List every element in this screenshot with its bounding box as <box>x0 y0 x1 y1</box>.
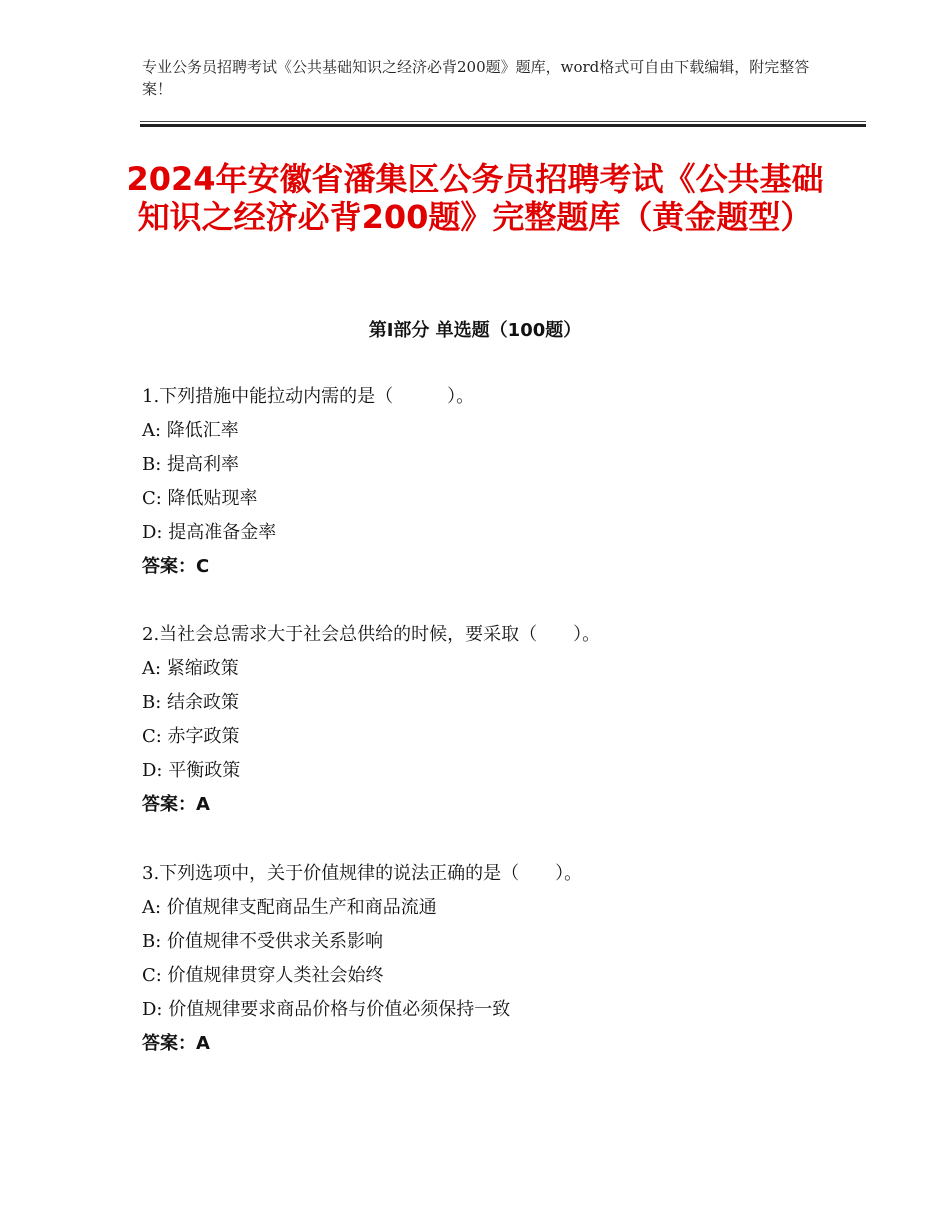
option-a: A: 降低汇率 <box>142 420 239 441</box>
option-d: D: 平衡政策 <box>142 760 241 781</box>
question-stem: 3.下列选项中，关于价值规律的说法正确的是（ ）。 <box>142 863 583 884</box>
option-b: B: 价值规律不受供求关系影响 <box>142 931 384 952</box>
header-rule-thin <box>140 121 866 122</box>
header-note: 专业公务员招聘考试《公共基础知识之经济必背200题》题库，word格式可自由下载编辑，附完整答案！ <box>142 58 810 98</box>
option-b: B: 提高利率 <box>142 454 240 475</box>
question-2 <box>142 618 842 822</box>
header-rule-thick <box>140 124 866 127</box>
option-c: C: 降低贴现率 <box>142 488 258 509</box>
option-d: D: 提高准备金率 <box>142 522 277 543</box>
option-d: D: 价值规律要求商品价格与价值必须保持一致 <box>142 999 511 1020</box>
question-3 <box>142 857 842 1061</box>
option-c: C: 价值规律贯穿人类社会始终 <box>142 965 384 986</box>
answer: 答案：A <box>142 794 210 815</box>
option-b: B: 结余政策 <box>142 692 240 713</box>
option-a: A: 紧缩政策 <box>142 658 239 679</box>
question-stem: 1.下列措施中能拉动内需的是（ ）。 <box>142 386 475 407</box>
option-c: C: 赤字政策 <box>142 726 240 747</box>
section-heading: 第Ⅰ部分 单选题（100题） <box>368 320 582 341</box>
document-title: 2024年安徽省潘集区公务员招聘考试《公共基础知识之经济必背200题》完整题库（黄金题型） <box>126 160 824 236</box>
question-stem: 2.当社会总需求大于社会总供给的时候，要采取（ ）。 <box>142 624 601 645</box>
option-a: A: 价值规律支配商品生产和商品流通 <box>142 897 437 918</box>
answer: 答案：A <box>142 1033 210 1054</box>
question-1 <box>142 380 842 584</box>
answer: 答案：C <box>142 556 210 577</box>
